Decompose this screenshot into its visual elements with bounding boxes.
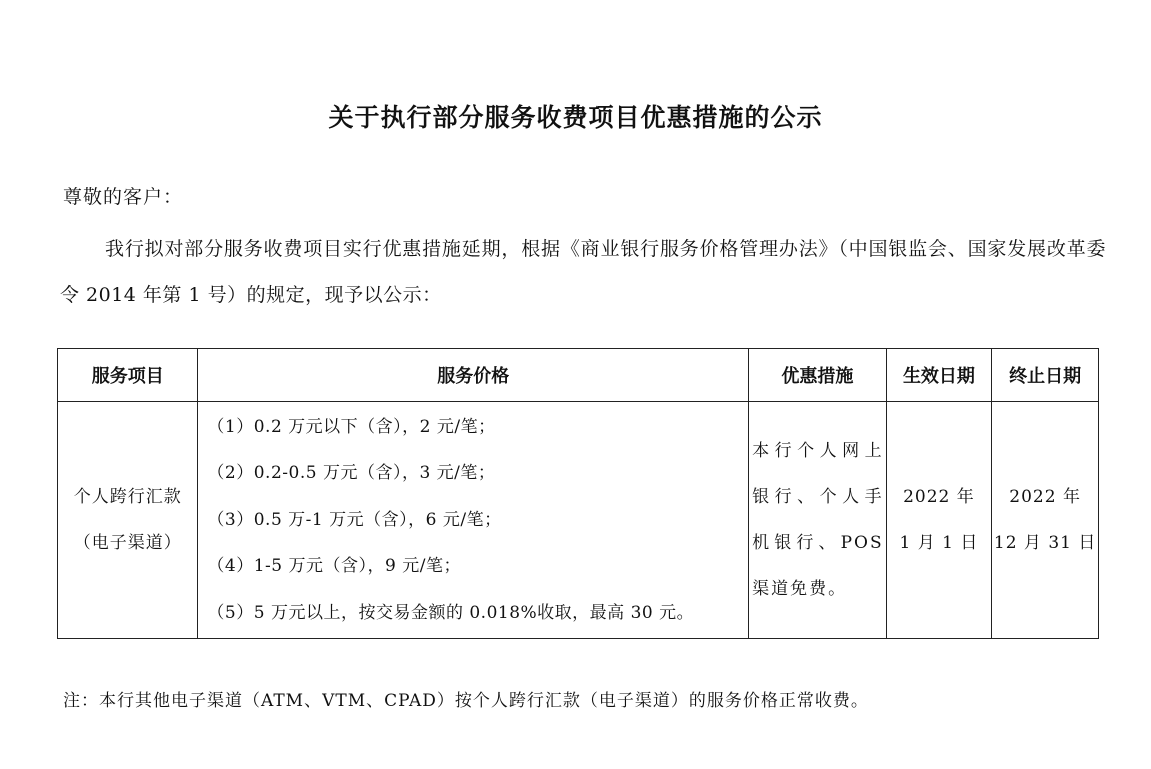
service-item-channel: （电子渠道） bbox=[73, 533, 182, 553]
effective-date-day: 1 月 1 日 bbox=[899, 533, 979, 553]
fee-table bbox=[57, 348, 1099, 639]
header-end-date: 终止日期 bbox=[992, 349, 1099, 402]
table-header-row bbox=[58, 349, 1099, 402]
header-discount-measure: 优惠措施 bbox=[749, 349, 887, 402]
header-service-item: 服务项目 bbox=[58, 349, 198, 402]
end-date-cell bbox=[992, 402, 1099, 639]
price-tier-4: （4）1-5 万元（含），9 元/笔； bbox=[207, 556, 461, 577]
service-price-cell bbox=[198, 402, 749, 639]
price-tier-1: （1）0.2 万元以下（含），2 元/笔； bbox=[207, 416, 496, 437]
price-tier-2: （2）0.2-0.5 万元（含），3 元/笔； bbox=[207, 463, 496, 484]
price-list bbox=[198, 404, 748, 637]
service-item-name: 个人跨行汇款 bbox=[73, 487, 182, 507]
footnote: 注：本行其他电子渠道（ATM、VTM、CPAD）按个人跨行汇款（电子渠道）的服务价格正常收费。 bbox=[63, 691, 869, 711]
header-effective-date: 生效日期 bbox=[886, 349, 992, 402]
header-service-price: 服务价格 bbox=[198, 349, 749, 402]
intro-paragraph: 我行拟对部分服务收费项目实行优惠措施延期，根据《商业银行服务价格管理办法》（中国银监会、国家发展改革委令 2014 年第 1 号）的规定，现予以公示： bbox=[60, 238, 1106, 306]
end-date-day: 12 月 31 日 bbox=[993, 533, 1097, 553]
effective-date-year: 2022 年 bbox=[903, 487, 975, 507]
discount-measure-text: 本行个人网上银行、个人手机银行、POS渠道免费。 bbox=[752, 441, 884, 599]
price-tier-3: （3）0.5 万-1 万元（含），6 元/笔； bbox=[207, 509, 502, 530]
price-tier-5: （5）5 万元以上，按交易金额的 0.018%收取，最高 30 元。 bbox=[207, 602, 695, 623]
salutation: 尊敬的客户： bbox=[63, 186, 184, 208]
discount-measure-cell bbox=[749, 402, 887, 639]
table-row bbox=[58, 402, 1099, 639]
page-title: 关于执行部分服务收费项目优惠措施的公示 bbox=[328, 103, 823, 132]
effective-date-cell bbox=[886, 402, 992, 639]
service-item-cell bbox=[58, 402, 198, 639]
end-date-year: 2022 年 bbox=[1009, 487, 1081, 507]
